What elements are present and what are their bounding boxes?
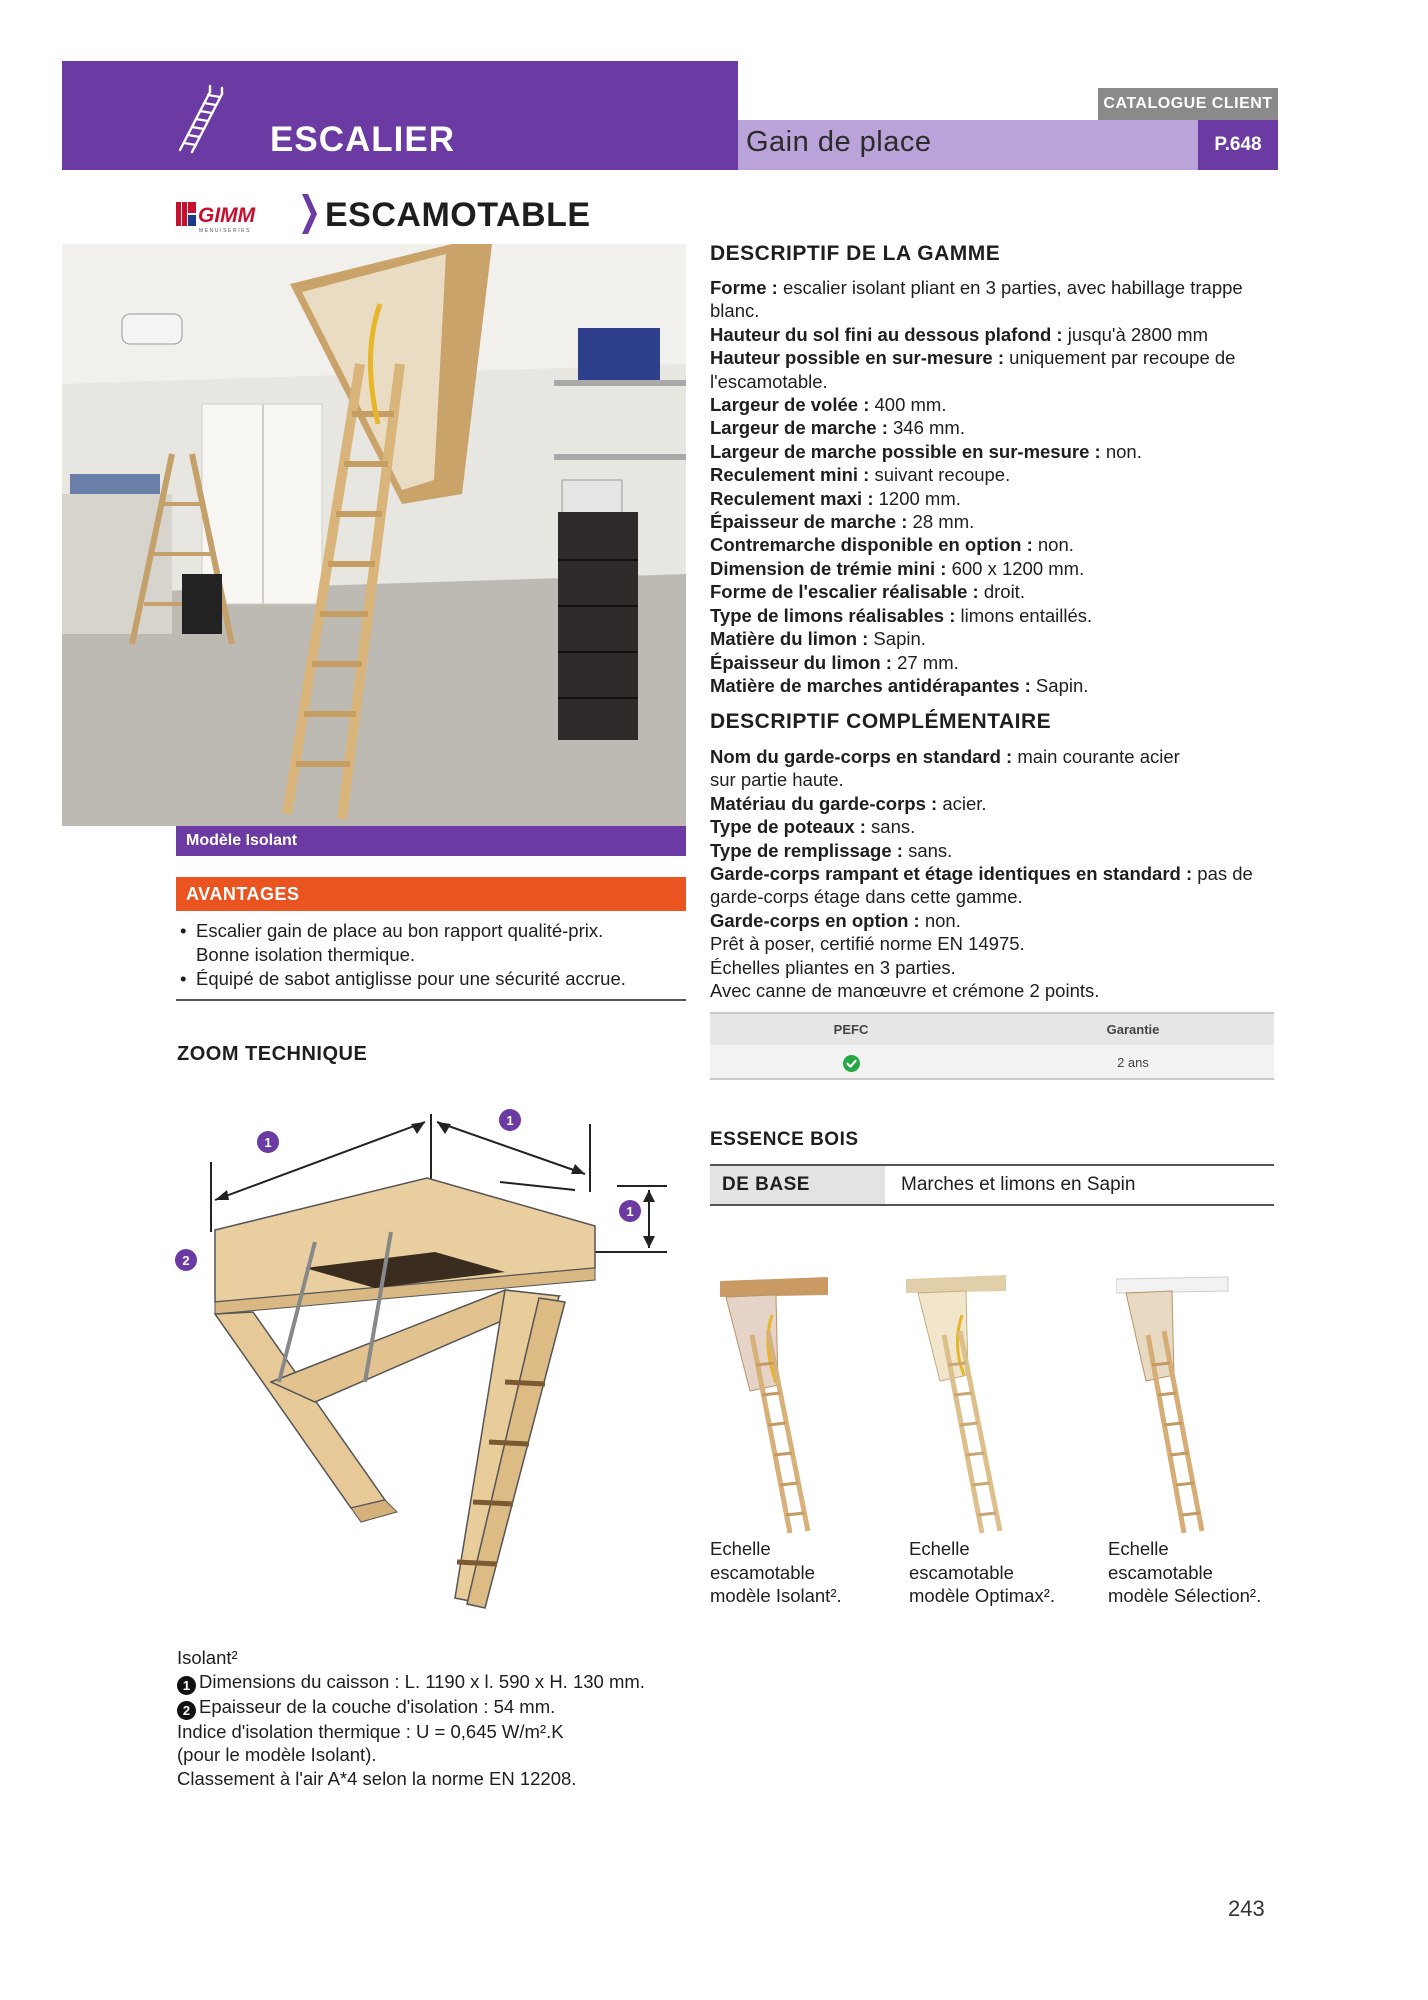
spec-label: Épaisseur de marche : — [710, 511, 908, 533]
garage-ladder-photo — [62, 244, 686, 826]
spec-label: Garde-corps en option : — [710, 909, 920, 931]
diagram-marker: 1 — [626, 1204, 634, 1219]
complementaire-heading: DESCRIPTIF COMPLÉMENTAIRE — [710, 710, 1052, 733]
avantage-text: Escalier gain de place au bon rapport qualité-prix. — [196, 920, 604, 941]
number-badge: 2 — [177, 1701, 196, 1720]
avantages-heading: AVANTAGES — [176, 877, 686, 911]
page-number: 243 — [1228, 1896, 1265, 1921]
spec-item — [710, 909, 1282, 932]
spec-value: 28 mm. — [907, 511, 975, 533]
ladder-selection-image — [1116, 1275, 1236, 1535]
section-title: ESCALIER — [270, 120, 455, 159]
caption-line: escamotable — [909, 1561, 1014, 1583]
spec-value: 400 mm. — [869, 394, 947, 416]
spec-label: Reculement mini : — [710, 464, 870, 486]
spec-value: 600 x 1200 mm. — [946, 557, 1085, 579]
header-garantie: Garantie — [1106, 1022, 1160, 1037]
spec-value: suivant recoupe. — [869, 464, 1011, 486]
pefc-cell — [710, 1045, 992, 1078]
model-caption-isolant — [710, 1537, 842, 1608]
spec-item — [710, 580, 1282, 603]
spec-item — [710, 651, 1282, 674]
iso-line — [177, 1670, 645, 1695]
caption-line: modèle Sélection². — [1108, 1585, 1262, 1606]
table-header — [710, 1012, 1274, 1045]
spec-label: Type de limons réalisables : — [710, 604, 956, 626]
avantages-list — [176, 911, 686, 1001]
spec-value: sans. — [865, 816, 916, 838]
gimm-logo — [176, 198, 290, 234]
descriptif-list — [710, 276, 1282, 697]
spec-value: 346 mm. — [887, 417, 965, 439]
diagram-marker: 1 — [264, 1135, 272, 1150]
spec-item — [710, 674, 1282, 697]
photo-caption: Modèle Isolant — [176, 826, 686, 856]
spec-item — [710, 745, 1210, 792]
essence-label: DE BASE — [710, 1166, 885, 1204]
spec-item — [710, 862, 1282, 909]
garantie-cell: 2 ans — [1117, 1055, 1149, 1070]
bullet — [180, 943, 196, 967]
spec-label: Largeur de marche : — [710, 417, 888, 439]
spec-label: Hauteur du sol fini au dessous plafond : — [710, 323, 1063, 345]
iso-line — [177, 1695, 645, 1720]
spec-item — [710, 487, 1282, 510]
spec-label: Contremarche disponible en option : — [710, 534, 1033, 556]
spec-label: Nom du garde-corps en standard : — [710, 746, 1013, 767]
catalogue-badge: CATALOGUE CLIENT — [1098, 88, 1278, 120]
product-title: ESCAMOTABLE — [325, 196, 591, 234]
spec-label: Forme de l'escalier réalisable : — [710, 581, 979, 603]
diagram-marker: 2 — [182, 1253, 190, 1268]
spec-value: non. — [1032, 534, 1074, 556]
spec-label: Type de poteaux : — [710, 816, 866, 838]
logo-text: GIMM — [198, 204, 256, 227]
model-caption-selection — [1108, 1537, 1261, 1608]
diagram-marker: 1 — [506, 1113, 514, 1128]
essence-value: Marches et limons en Sapin — [901, 1174, 1136, 1195]
spec-label: Forme : — [710, 277, 778, 298]
list-item — [180, 943, 686, 967]
spec-value: main courante acier sur partie haute. — [710, 746, 1180, 791]
list-item — [180, 967, 686, 991]
zoom-heading: ZOOM TECHNIQUE — [177, 1043, 368, 1065]
spec-label: Garde-corps rampant et étage identiques en standard : — [710, 863, 1193, 885]
certification-table — [710, 1012, 1274, 1080]
iso-heading: Isolant² — [177, 1647, 238, 1668]
avantage-text: Bonne isolation thermique. — [196, 944, 416, 965]
plain-line: Prêt à poser, certifié norme EN 14975. — [710, 933, 1025, 955]
ladder-isolant-image — [716, 1275, 836, 1535]
essence-heading: ESSENCE BOIS — [710, 1129, 859, 1150]
spec-value: non. — [1100, 440, 1142, 462]
list-item — [180, 919, 686, 943]
bullet: • — [180, 968, 187, 989]
spec-value: 1200 mm. — [873, 487, 961, 509]
chevron-right-icon — [300, 192, 318, 236]
caption-line: Echelle — [909, 1538, 970, 1559]
logo-tagline: MENUISERIES — [199, 228, 252, 234]
model-caption-optimax — [909, 1537, 1055, 1608]
spec-value: uniquement par recoupe de l'escamotable. — [710, 347, 1236, 392]
spec-value: Sapin. — [1030, 674, 1089, 696]
page-reference: P.648 — [1198, 120, 1278, 170]
spec-value: acier. — [937, 792, 987, 814]
spec-value: limons entaillés. — [955, 604, 1093, 626]
spec-label: Largeur de volée : — [710, 394, 870, 416]
iso-extra: (pour le modèle Isolant). — [177, 1744, 377, 1765]
spec-item — [710, 323, 1282, 346]
spec-item — [710, 815, 1282, 838]
spec-item — [710, 510, 1282, 533]
descriptif-heading: DESCRIPTIF DE LA GAMME — [710, 242, 1001, 265]
spec-item — [710, 463, 1282, 486]
table-row — [710, 1045, 1274, 1080]
spec-label: Matière de marches antidérapantes : — [710, 674, 1031, 696]
spec-label: Hauteur possible en sur-mesure : — [710, 347, 1005, 369]
number-badge: 1 — [177, 1676, 196, 1695]
spec-label: Épaisseur du limon : — [710, 651, 892, 673]
check-icon — [843, 1055, 860, 1072]
isolation-specs — [177, 1646, 645, 1790]
caption-line: escamotable — [710, 1561, 815, 1583]
spec-item — [710, 604, 1282, 627]
spec-item — [710, 839, 1282, 862]
caption-line: Echelle — [1108, 1538, 1169, 1559]
spec-label: Reculement maxi : — [710, 487, 874, 509]
spec-item — [710, 557, 1282, 580]
essence-table — [710, 1164, 1274, 1206]
spec-item — [710, 627, 1282, 650]
complementaire-list — [710, 745, 1282, 1002]
caption-line: modèle Isolant². — [710, 1585, 842, 1606]
spec-value: droit. — [978, 581, 1025, 603]
section-subtitle: Gain de place — [746, 126, 932, 158]
spec-value: jusqu'à 2800 mm — [1062, 323, 1209, 345]
spec-item — [710, 792, 1282, 815]
spec-label: Matière du limon : — [710, 628, 869, 650]
spec-label: Type de remplissage : — [710, 839, 903, 861]
spec-item — [710, 533, 1282, 556]
caption-line: Echelle — [710, 1538, 771, 1559]
spec-value: pas de garde-corps étage dans cette gamme. — [710, 863, 1253, 908]
staircase-icon — [176, 82, 228, 154]
spec-item — [710, 440, 1282, 463]
spec-label: Dimension de trémie mini : — [710, 557, 947, 579]
spec-label: Matériau du garde-corps : — [710, 792, 938, 814]
spec-item — [710, 276, 1282, 323]
ladder-optimax-image — [906, 1275, 1026, 1535]
spec-value: 27 mm. — [891, 651, 959, 673]
iso-line-text: Epaisseur de la couche d'isolation : 54 mm. — [199, 1695, 556, 1717]
plain-line: Échelles pliantes en 3 parties. — [710, 956, 956, 978]
spec-value: sans. — [902, 839, 953, 861]
spec-value: non. — [919, 909, 961, 931]
spec-value: escalier isolant pliant en 3 parties, avec habillage trappe blanc. — [710, 277, 1243, 322]
spec-item — [710, 416, 1282, 439]
caption-line: modèle Optimax². — [909, 1585, 1055, 1606]
spec-item — [710, 393, 1282, 416]
plain-line: Avec canne de manœuvre et crémone 2 points. — [710, 980, 1100, 1002]
spec-item — [710, 346, 1240, 393]
avantage-text: Équipé de sabot antiglisse pour une sécurité accrue. — [196, 968, 626, 989]
caption-line: escamotable — [1108, 1561, 1213, 1583]
iso-extra: Classement à l'air A*4 selon la norme EN 12208. — [177, 1767, 577, 1789]
header-pefc: PEFC — [833, 1022, 869, 1037]
iso-line-text: Dimensions du caisson : L. 1190 x l. 590 x H. 130 mm. — [199, 1670, 645, 1692]
bullet: • — [180, 920, 187, 941]
spec-label: Largeur de marche possible en sur-mesure : — [710, 440, 1101, 462]
technical-diagram — [175, 1082, 685, 1622]
spec-value: Sapin. — [868, 628, 926, 650]
iso-extra: Indice d'isolation thermique : U = 0,645 W/m².K — [177, 1720, 564, 1742]
